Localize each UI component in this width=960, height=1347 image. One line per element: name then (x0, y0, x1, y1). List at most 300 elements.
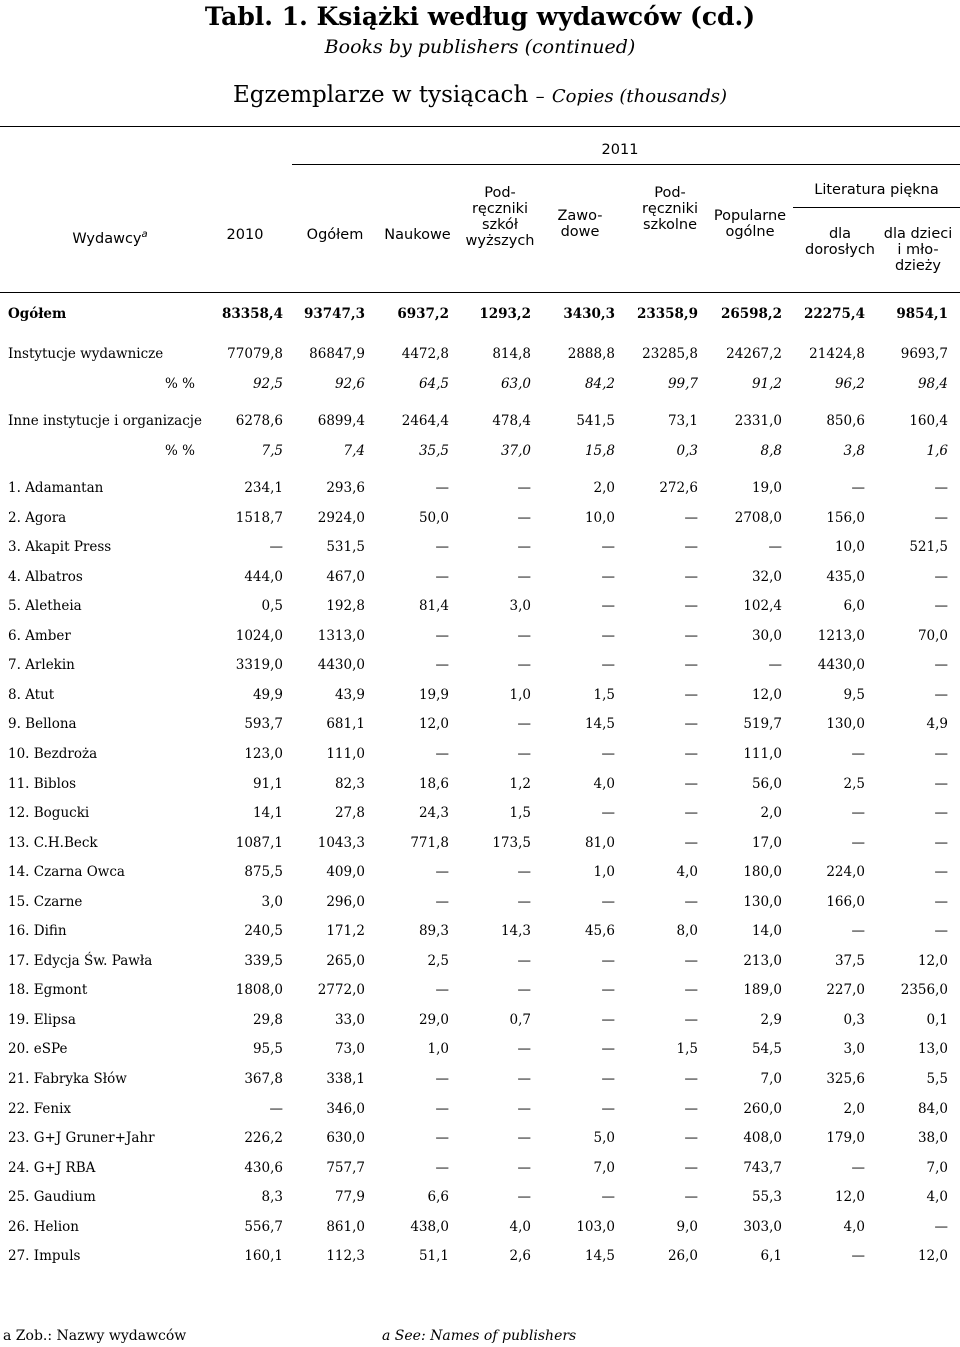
table-cell: 82,3 (334, 775, 365, 792)
table-cell: — (435, 1159, 449, 1176)
table-cell: 81,4 (418, 598, 449, 615)
table-cell: — (435, 568, 449, 585)
table-cell: 50,0 (418, 509, 449, 526)
table-cell: 14,5 (584, 716, 615, 733)
table-cell: — (934, 657, 948, 674)
table-cell: — (684, 686, 698, 703)
table-cell: 409,0 (326, 864, 365, 881)
table-cell: 630,0 (326, 1130, 365, 1147)
table-cell: 4430,0 (817, 657, 865, 674)
table-cell: 1024,0 (235, 627, 283, 644)
table-cell: 339,5 (244, 952, 283, 969)
table-cell: 3,0 (509, 598, 531, 615)
table-cell: 54,5 (751, 1041, 782, 1058)
table-cell: 3,0 (261, 893, 283, 910)
row-label: % % (165, 443, 195, 459)
table-cell: 179,0 (826, 1130, 865, 1147)
table-cell: 10,0 (834, 539, 865, 556)
table-cell: — (601, 1189, 615, 1206)
table-cell: — (684, 509, 698, 526)
table-cell: 6,1 (760, 1248, 782, 1265)
table-cell: 15,8 (584, 443, 615, 459)
table-cell: 70,0 (917, 627, 948, 644)
table-cell: — (601, 1071, 615, 1087)
table-cell: 814,8 (492, 346, 531, 362)
row-label: 3. Akapit Press (8, 539, 112, 556)
row-label: 2. Agora (8, 509, 67, 526)
table-cell: 1293,2 (479, 306, 531, 322)
table-cell: 12,0 (834, 1189, 865, 1206)
table-cell: 27,8 (334, 805, 365, 822)
table-cell: — (684, 834, 698, 851)
table-cell: 4,9 (926, 716, 948, 733)
table-cell: 213,0 (743, 952, 782, 969)
table-cell: 33,0 (334, 1011, 365, 1028)
table-cell: 4472,8 (401, 346, 449, 362)
table-cell: 6278,6 (235, 413, 283, 429)
header-2010: 2010 (226, 227, 264, 243)
table-cell: — (435, 480, 449, 496)
table-cell: — (851, 834, 865, 851)
table-cell: 4,0 (926, 1189, 948, 1206)
table-cell: 95,5 (252, 1041, 283, 1058)
table-cell: 23358,9 (636, 306, 698, 322)
table-cell: — (934, 480, 948, 496)
table-cell: 2,9 (760, 1011, 782, 1028)
table-cell: 861,0 (326, 1218, 365, 1235)
table-cell: 111,0 (326, 745, 365, 762)
table-cell: 56,0 (751, 775, 782, 792)
table-cell: 37,5 (834, 952, 865, 969)
table-cell: 2464,4 (401, 413, 449, 429)
table-cell: 83358,4 (221, 306, 283, 322)
table-cell: — (435, 1100, 449, 1117)
table-cell: 77079,8 (227, 346, 283, 362)
table-cell: — (684, 539, 698, 556)
table-cell: — (601, 893, 615, 910)
rule-year (292, 164, 960, 165)
table-cell: 435,0 (826, 568, 865, 585)
table-cell: 9693,7 (900, 346, 948, 362)
table-cell: 0,3 (843, 1011, 865, 1028)
table-cell: 166,0 (826, 893, 865, 910)
rule-header-bottom (0, 292, 960, 293)
table-cell: 338,1 (326, 1071, 365, 1087)
table-cell: — (684, 657, 698, 674)
table-cell: — (601, 539, 615, 556)
table-cell: — (684, 1100, 698, 1117)
table-cell: 408,0 (743, 1130, 782, 1147)
table-cell: — (517, 893, 531, 910)
table-cell: 430,6 (244, 1159, 283, 1176)
table-cell: 45,6 (584, 923, 615, 940)
table-cell: 1,5 (593, 686, 615, 703)
row-label: 7. Arlekin (8, 657, 75, 674)
table-cell: — (934, 745, 948, 762)
table-cell: 4430,0 (317, 657, 365, 674)
header-vocational: Zawo- dowe (557, 208, 603, 240)
table-cell: — (684, 568, 698, 585)
table-cell: — (517, 568, 531, 585)
table-cell: 593,7 (244, 716, 283, 733)
table-cell: 26598,2 (720, 306, 782, 322)
table-cell: 6937,2 (397, 306, 449, 322)
table-cell: 9,5 (843, 686, 865, 703)
table-cell: — (517, 1189, 531, 1206)
table-cell: — (684, 1011, 698, 1028)
row-label: Ogółem (8, 306, 67, 322)
table-cell: — (601, 1011, 615, 1028)
table-cell: 541,5 (576, 413, 615, 429)
table-cell: 2708,0 (734, 509, 782, 526)
table-cell: 14,0 (751, 923, 782, 940)
table-cell: 21424,8 (809, 346, 865, 362)
table-cell: 81,0 (584, 834, 615, 851)
table-cell: — (435, 627, 449, 644)
row-label: 26. Helion (8, 1218, 79, 1235)
table-title: Tabl. 1. Książki według wydawców (cd.) (204, 2, 756, 31)
table-cell: 98,4 (917, 376, 948, 392)
table-cell: — (768, 657, 782, 674)
table-cell: 156,0 (826, 509, 865, 526)
table-cell: — (517, 1041, 531, 1058)
table-cell: — (517, 1159, 531, 1176)
table-cell: 2,0 (593, 480, 615, 496)
table-cell: 180,0 (743, 864, 782, 881)
table-cell: 103,0 (576, 1218, 615, 1235)
table-cell: — (684, 775, 698, 792)
table-cell: 2,0 (843, 1100, 865, 1117)
table-cell: 0,3 (676, 443, 698, 459)
table-cell: 30,0 (751, 627, 782, 644)
table-cell: — (601, 657, 615, 674)
table-cell: 111,0 (743, 745, 782, 762)
table-cell: — (517, 1100, 531, 1117)
table-cell: 234,1 (244, 480, 283, 496)
row-label: 20. eSPe (8, 1041, 68, 1058)
table-cell: 227,0 (826, 982, 865, 999)
table-cell: 743,7 (743, 1159, 782, 1176)
table-cell: 531,5 (326, 539, 365, 556)
header-adults: dla dorosłych (804, 226, 875, 258)
row-label: 27. Impuls (8, 1248, 81, 1265)
table-cell: — (934, 834, 948, 851)
table-cell: 1,0 (509, 686, 531, 703)
table-cell: — (684, 952, 698, 969)
table-cell: — (601, 1100, 615, 1117)
table-cell: 29,8 (252, 1011, 283, 1028)
row-label: 24. G+J RBA (8, 1159, 96, 1176)
table-cell: 4,0 (509, 1218, 531, 1235)
table-cell: — (601, 1041, 615, 1058)
table-cell: — (435, 864, 449, 881)
table-cell: 875,5 (244, 864, 283, 881)
table-cell: — (934, 864, 948, 881)
table-cell: 3430,3 (563, 306, 615, 322)
table-cell: — (851, 805, 865, 822)
table-cell: — (517, 1130, 531, 1147)
table-cell: 4,0 (593, 775, 615, 792)
table-cell: 112,3 (326, 1248, 365, 1265)
table-cell: — (851, 923, 865, 940)
table-cell: — (517, 952, 531, 969)
table-cell: 6,0 (843, 598, 865, 615)
table-cell: 23285,8 (642, 346, 698, 362)
table-cell: 17,0 (751, 834, 782, 851)
row-label: 16. Difin (8, 923, 67, 940)
footnote-polish: a Zob.: Nazwy wydawców (3, 1328, 187, 1344)
table-cell: 24,3 (418, 805, 449, 822)
table-cell: 771,8 (410, 834, 449, 851)
header-popular: Popularne ogólne (713, 208, 787, 240)
table-cell: 160,1 (244, 1248, 283, 1265)
table-cell: — (851, 745, 865, 762)
table-cell: 2,6 (509, 1248, 531, 1265)
row-label: 18. Egmont (8, 982, 88, 999)
table-cell: 2356,0 (900, 982, 948, 999)
table-cell: — (517, 509, 531, 526)
row-label: 14. Czarna Owca (8, 864, 125, 881)
table-cell: 2888,8 (567, 346, 615, 362)
table-cell: 86847,9 (309, 346, 365, 362)
table-cell: — (435, 1130, 449, 1147)
table-cell: 1313,0 (317, 627, 365, 644)
table-cell: 438,0 (410, 1218, 449, 1235)
table-cell: 1,5 (509, 805, 531, 822)
table-cell: — (517, 627, 531, 644)
table-cell: — (934, 1218, 948, 1235)
table-cell: 92,5 (252, 376, 283, 392)
unit-polish: Egzemplarze w tysiącach (232, 82, 529, 108)
table-cell: — (435, 539, 449, 556)
table-cell: 226,2 (244, 1130, 283, 1147)
row-label: Inne instytucje i organizacje (8, 413, 202, 429)
footnote-english: a See: Names of publishers (382, 1328, 577, 1344)
table-cell: 38,0 (917, 1130, 948, 1147)
table-cell: 77,9 (334, 1189, 365, 1206)
table-cell: 91,2 (751, 376, 782, 392)
table-cell: 1213,0 (817, 627, 865, 644)
table-cell: 12,0 (418, 716, 449, 733)
table-cell: — (269, 1100, 283, 1117)
table-cell: 296,0 (326, 893, 365, 910)
table-cell: 92,6 (334, 376, 365, 392)
table-cell: 2,0 (760, 805, 782, 822)
table-cell: 5,0 (593, 1130, 615, 1147)
table-cell: 467,0 (326, 568, 365, 585)
table-cell: 8,3 (261, 1189, 283, 1206)
table-cell: 55,3 (751, 1189, 782, 1206)
table-cell: 850,6 (826, 413, 865, 429)
table-cell: 478,4 (492, 413, 531, 429)
table-cell: — (934, 805, 948, 822)
table-cell: 8,8 (760, 443, 782, 459)
header-textbooks-school: Pod- ręczniki szkolne (641, 185, 699, 233)
table-cell: — (517, 745, 531, 762)
table-cell: — (684, 982, 698, 999)
table-cell: 91,1 (252, 775, 283, 792)
row-label: 25. Gaudium (8, 1189, 96, 1206)
table-cell: 521,5 (909, 539, 948, 556)
table-cell: — (435, 982, 449, 999)
table-cell: — (934, 775, 948, 792)
row-label: 1. Adamantan (8, 480, 104, 496)
table-cell: 2,5 (427, 952, 449, 969)
row-label: 10. Bezdroża (8, 745, 98, 762)
table-cell: 14,1 (252, 805, 283, 822)
table-cell: 96,2 (834, 376, 865, 392)
table-cell: — (517, 1071, 531, 1087)
table-cell: — (934, 893, 948, 910)
table-cell: 49,9 (252, 686, 283, 703)
table-cell: — (601, 745, 615, 762)
table-cell: 12,0 (751, 686, 782, 703)
table-subtitle: Books by publishers (continued) (324, 36, 636, 58)
table-cell: 8,0 (676, 923, 698, 940)
table-cell: — (684, 1189, 698, 1206)
table-cell: — (851, 1248, 865, 1265)
table-cell: 2924,0 (317, 509, 365, 526)
table-cell: — (684, 893, 698, 910)
row-label: 13. C.H.Beck (8, 834, 98, 851)
table-cell: 3,8 (843, 443, 865, 459)
table-cell: 7,0 (926, 1159, 948, 1176)
table-cell: 7,0 (593, 1159, 615, 1176)
table-cell: 160,4 (909, 413, 948, 429)
table-cell: 556,7 (244, 1218, 283, 1235)
rule-fiction (793, 207, 960, 208)
table-cell: 32,0 (751, 568, 782, 585)
table-cell: — (601, 982, 615, 999)
table-cell: 130,0 (743, 893, 782, 910)
table-cell: 1,5 (676, 1041, 698, 1058)
table-cell: 14,5 (584, 1248, 615, 1265)
table-cell: 43,9 (334, 686, 365, 703)
row-label: 6. Amber (8, 627, 71, 644)
table-cell: 171,2 (326, 923, 365, 940)
table-cell: 29,0 (418, 1011, 449, 1028)
table-cell: 1,0 (593, 864, 615, 881)
table-cell: — (684, 598, 698, 615)
table-cell: 6899,4 (317, 413, 365, 429)
table-cell: 73,1 (667, 413, 698, 429)
table-cell: 73,0 (334, 1041, 365, 1058)
table-cell: 303,0 (743, 1218, 782, 1235)
row-label: 4. Albatros (8, 568, 83, 585)
table-cell: — (934, 598, 948, 615)
table-cell: 240,5 (244, 923, 283, 940)
table-cell: — (934, 568, 948, 585)
table-cell: — (768, 539, 782, 556)
table-cell: 7,0 (760, 1071, 782, 1087)
table-cell: 102,4 (743, 598, 782, 615)
row-label: 23. G+J Gruner+Jahr (8, 1130, 155, 1147)
table-cell: 37,0 (500, 443, 531, 459)
table-cell: 1518,7 (235, 509, 283, 526)
table-cell: 10,0 (584, 509, 615, 526)
table-cell: 367,8 (244, 1071, 283, 1087)
table-cell: 130,0 (826, 716, 865, 733)
table-cell: 84,0 (917, 1100, 948, 1117)
table-cell: — (435, 893, 449, 910)
row-label: 21. Fabryka Słów (8, 1071, 127, 1087)
table-cell: 1087,1 (235, 834, 283, 851)
table-cell: 0,1 (926, 1011, 948, 1028)
table-cell: — (684, 627, 698, 644)
table-cell: 2772,0 (317, 982, 365, 999)
table-cell: — (517, 657, 531, 674)
header-scientific: Naukowe (384, 227, 451, 243)
table-cell: 1043,3 (317, 834, 365, 851)
table-cell: 265,0 (326, 952, 365, 969)
table-cell: 7,4 (343, 443, 365, 459)
table-cell: — (517, 539, 531, 556)
table-cell: — (601, 627, 615, 644)
table-cell: 2331,0 (734, 413, 782, 429)
table-cell: 2,5 (843, 775, 865, 792)
row-label: 12. Bogucki (8, 805, 90, 822)
table-cell: — (269, 539, 283, 556)
table-cell: 346,0 (326, 1100, 365, 1117)
table-cell: — (517, 716, 531, 733)
table-cell: 12,0 (917, 1248, 948, 1265)
table-cell: 51,1 (418, 1248, 449, 1265)
row-label: 19. Elipsa (8, 1011, 76, 1028)
table-cell: 293,6 (326, 480, 365, 496)
table-cell: — (517, 480, 531, 496)
table-cell: 519,7 (743, 716, 782, 733)
table-cell: 272,6 (659, 480, 698, 496)
table-cell: 9854,1 (896, 306, 948, 322)
table-cell: 1,2 (509, 775, 531, 792)
table-cell: — (435, 1071, 449, 1087)
table-cell: 3,0 (843, 1041, 865, 1058)
table-cell: 63,0 (500, 376, 531, 392)
table-cell: — (851, 480, 865, 496)
table-cell: 26,0 (667, 1248, 698, 1265)
table-cell: 260,0 (743, 1100, 782, 1117)
table-cell: — (934, 923, 948, 940)
table-cell: 7,5 (261, 443, 283, 459)
header-2011: 2011 (601, 142, 639, 158)
table-cell: — (517, 864, 531, 881)
table-cell: — (601, 598, 615, 615)
table-cell: 4,0 (843, 1218, 865, 1235)
table-cell: 9,0 (676, 1218, 698, 1235)
table-cell: 444,0 (244, 568, 283, 585)
unit-line (0, 82, 960, 108)
header-textbooks-higher: Pod- ręczniki szkół wyższych (465, 185, 535, 249)
header-total: Ogółem (306, 227, 364, 243)
table-cell: 0,7 (509, 1011, 531, 1028)
table-cell: 192,8 (326, 598, 365, 615)
table-cell: 5,5 (926, 1071, 948, 1087)
table-cell: — (684, 1130, 698, 1147)
table-cell: — (601, 568, 615, 585)
table-cell: — (601, 952, 615, 969)
header-fiction: Literatura piękna (814, 182, 939, 198)
table-cell: 1,0 (427, 1041, 449, 1058)
table-cell: 64,5 (418, 376, 449, 392)
table-cell: — (934, 686, 948, 703)
table-cell: 1,6 (926, 443, 948, 459)
row-label: % % (165, 376, 195, 392)
table-cell: 1808,0 (235, 982, 283, 999)
table-cell: 13,0 (917, 1041, 948, 1058)
header-children: dla dzieci i mło- dzieży (883, 226, 953, 274)
unit-separator: – (535, 86, 545, 107)
row-label: Instytucje wydawnicze (8, 346, 164, 362)
